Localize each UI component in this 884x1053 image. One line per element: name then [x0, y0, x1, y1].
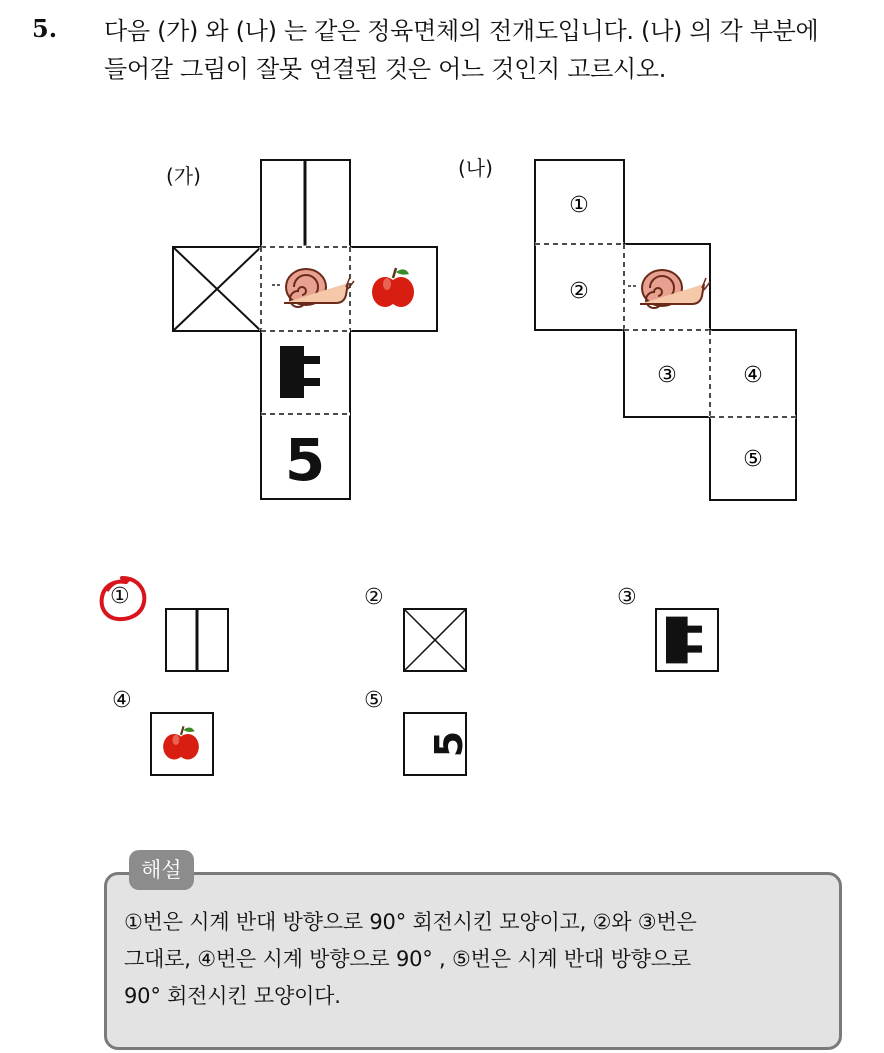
- net-na-right-column: [710, 330, 796, 500]
- digit-five: 5: [284, 426, 326, 494]
- snail-icon: [272, 269, 354, 307]
- net-na: [535, 160, 796, 500]
- option-4-figure: [151, 713, 213, 775]
- option-5-figure: [404, 713, 471, 775]
- option-3-number[interactable]: ③: [617, 585, 637, 610]
- digit-five-rotated: 5: [427, 730, 471, 758]
- question-number: 5.: [32, 14, 58, 43]
- explanation-line-1: ①번은 시계 반대 방향으로 90° 회전시킨 모양이고, ②와 ③번은: [124, 910, 697, 934]
- question-line-1: 다음 (가) 와 (나) 는 같은 정육면체의 전개도입니다. (나) 의 각 부분에: [104, 17, 819, 45]
- apple-icon: [372, 268, 414, 307]
- net-ga: [173, 160, 437, 499]
- option-2-number[interactable]: ②: [364, 585, 384, 610]
- explanation-tag: 해설: [129, 850, 194, 890]
- net-ga-label: (가): [166, 164, 201, 188]
- question-line-2: 들어갈 그림이 잘못 연결된 것은 어느 것인지 고르시오.: [104, 55, 667, 83]
- net-na-slot-4: ④: [743, 363, 763, 388]
- net-na-slot-2: ②: [569, 279, 589, 304]
- net-na-slot-3: ③: [657, 363, 677, 388]
- snail-icon: [628, 270, 710, 308]
- explanation-line-3: 90° 회전시킨 모양이다.: [124, 984, 341, 1008]
- option-2-figure: [404, 609, 466, 671]
- option-5-number[interactable]: ⑤: [364, 688, 384, 713]
- option-4-number[interactable]: ④: [112, 688, 132, 713]
- explanation-line-2: 그대로, ④번은 시계 방향으로 90° , ⑤번은 시계 반대 방향으로: [124, 947, 691, 971]
- explanation-text: [124, 904, 836, 1015]
- plug-icon: [280, 346, 320, 398]
- net-na-slot-1: ①: [569, 193, 589, 218]
- option-3-figure: [656, 609, 718, 671]
- option-1-number[interactable]: ①: [110, 584, 130, 609]
- net-na-label: (나): [458, 156, 493, 180]
- net-na-slot-5: ⑤: [743, 447, 763, 472]
- option-1-figure: [166, 609, 228, 671]
